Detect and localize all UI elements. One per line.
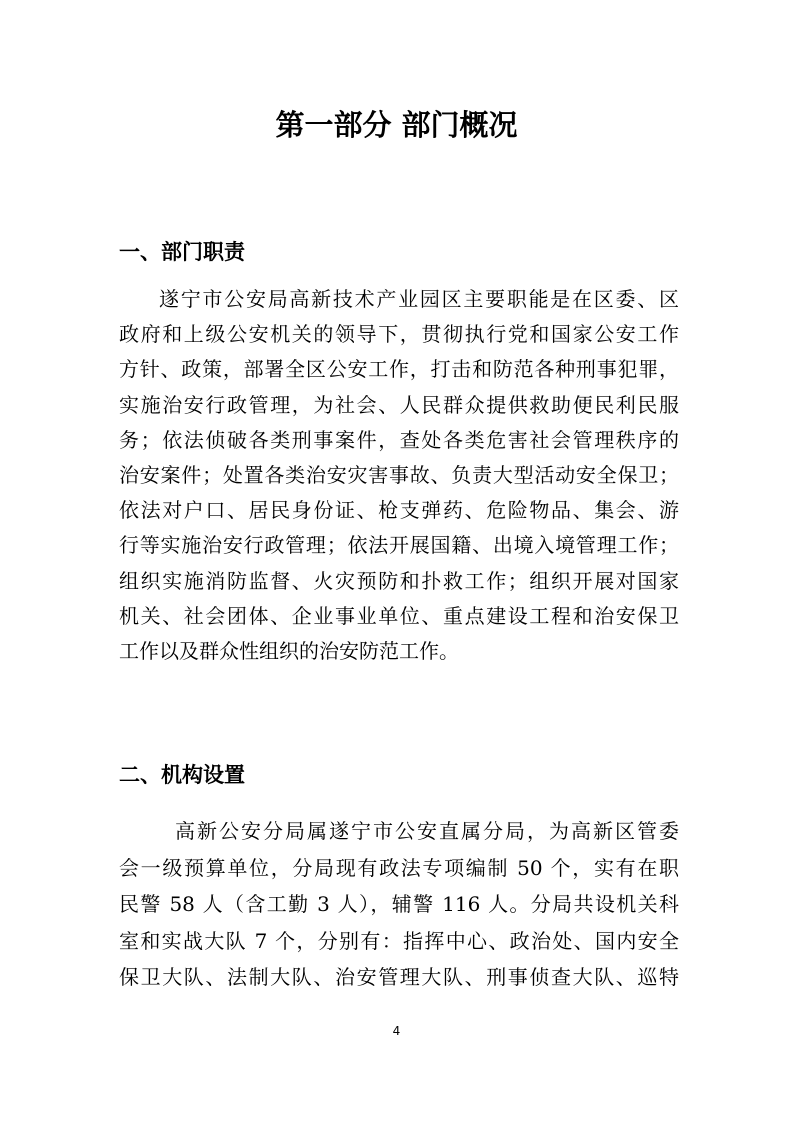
paragraph-line: 民警 58 人（含工勤 3 人），辅警 116 人。分局共设机关科 (119, 892, 679, 916)
paragraph-line: 方针、政策，部署全区公安工作，打击和防范各种刑事犯罪， (119, 357, 679, 382)
paragraph-line: 遂宁市公安局高新技术产业园区主要职能是在区委、区 (159, 287, 679, 311)
paragraph-line: 政府和上级公安机关的领导下，贯彻执行党和国家公安工作 (119, 322, 679, 347)
page-number: 4 (392, 1024, 401, 1038)
paragraph-line: 务；依法侦破各类刑事案件，查处各类危害社会管理秩序的 (119, 427, 679, 452)
page-title: 第一部分 部门概况 (275, 108, 518, 142)
paragraph-line: 实施治安行政管理，为社会、人民群众提供救助便民利民服 (119, 392, 679, 417)
paragraph-line: 室和实战大队 7 个，分别有：指挥中心、政治处、国内安全 (119, 928, 679, 953)
paragraph-line: 行等实施治安行政管理；依法开展国籍、出境入境管理工作； (119, 533, 679, 558)
paragraph-line: 机关、社会团体、企业事业单位、重点建设工程和治安保卫 (119, 603, 679, 628)
section-body-duties (119, 282, 679, 669)
paragraph-line: 组织实施消防监督、火灾预防和扑救工作；组织开展对国家 (119, 568, 679, 593)
paragraph-line: 会一级预算单位，分局现有政法专项编制 50 个，实有在职 (119, 855, 679, 880)
section-heading-organization: 二、机构设置 (119, 763, 245, 787)
paragraph-line: 保卫大队、法制大队、治安管理大队、刑事侦查大队、巡特 (119, 965, 679, 989)
paragraph-line: 高新公安分局属遂宁市公安直属分局，为高新区管委 (175, 819, 679, 843)
paragraph-line: 依法对户口、居民身份证、枪支弹药、危险物品、集会、游 (119, 498, 679, 523)
section-heading-duties: 一、部门职责 (119, 240, 245, 264)
paragraph-line: 治安案件；处置各类治安灾害事故、负责大型活动安全保卫； (119, 463, 679, 488)
section-body-organization (119, 813, 679, 996)
paragraph-line: 工作以及群众性组织的治安防范工作。 (119, 639, 459, 664)
